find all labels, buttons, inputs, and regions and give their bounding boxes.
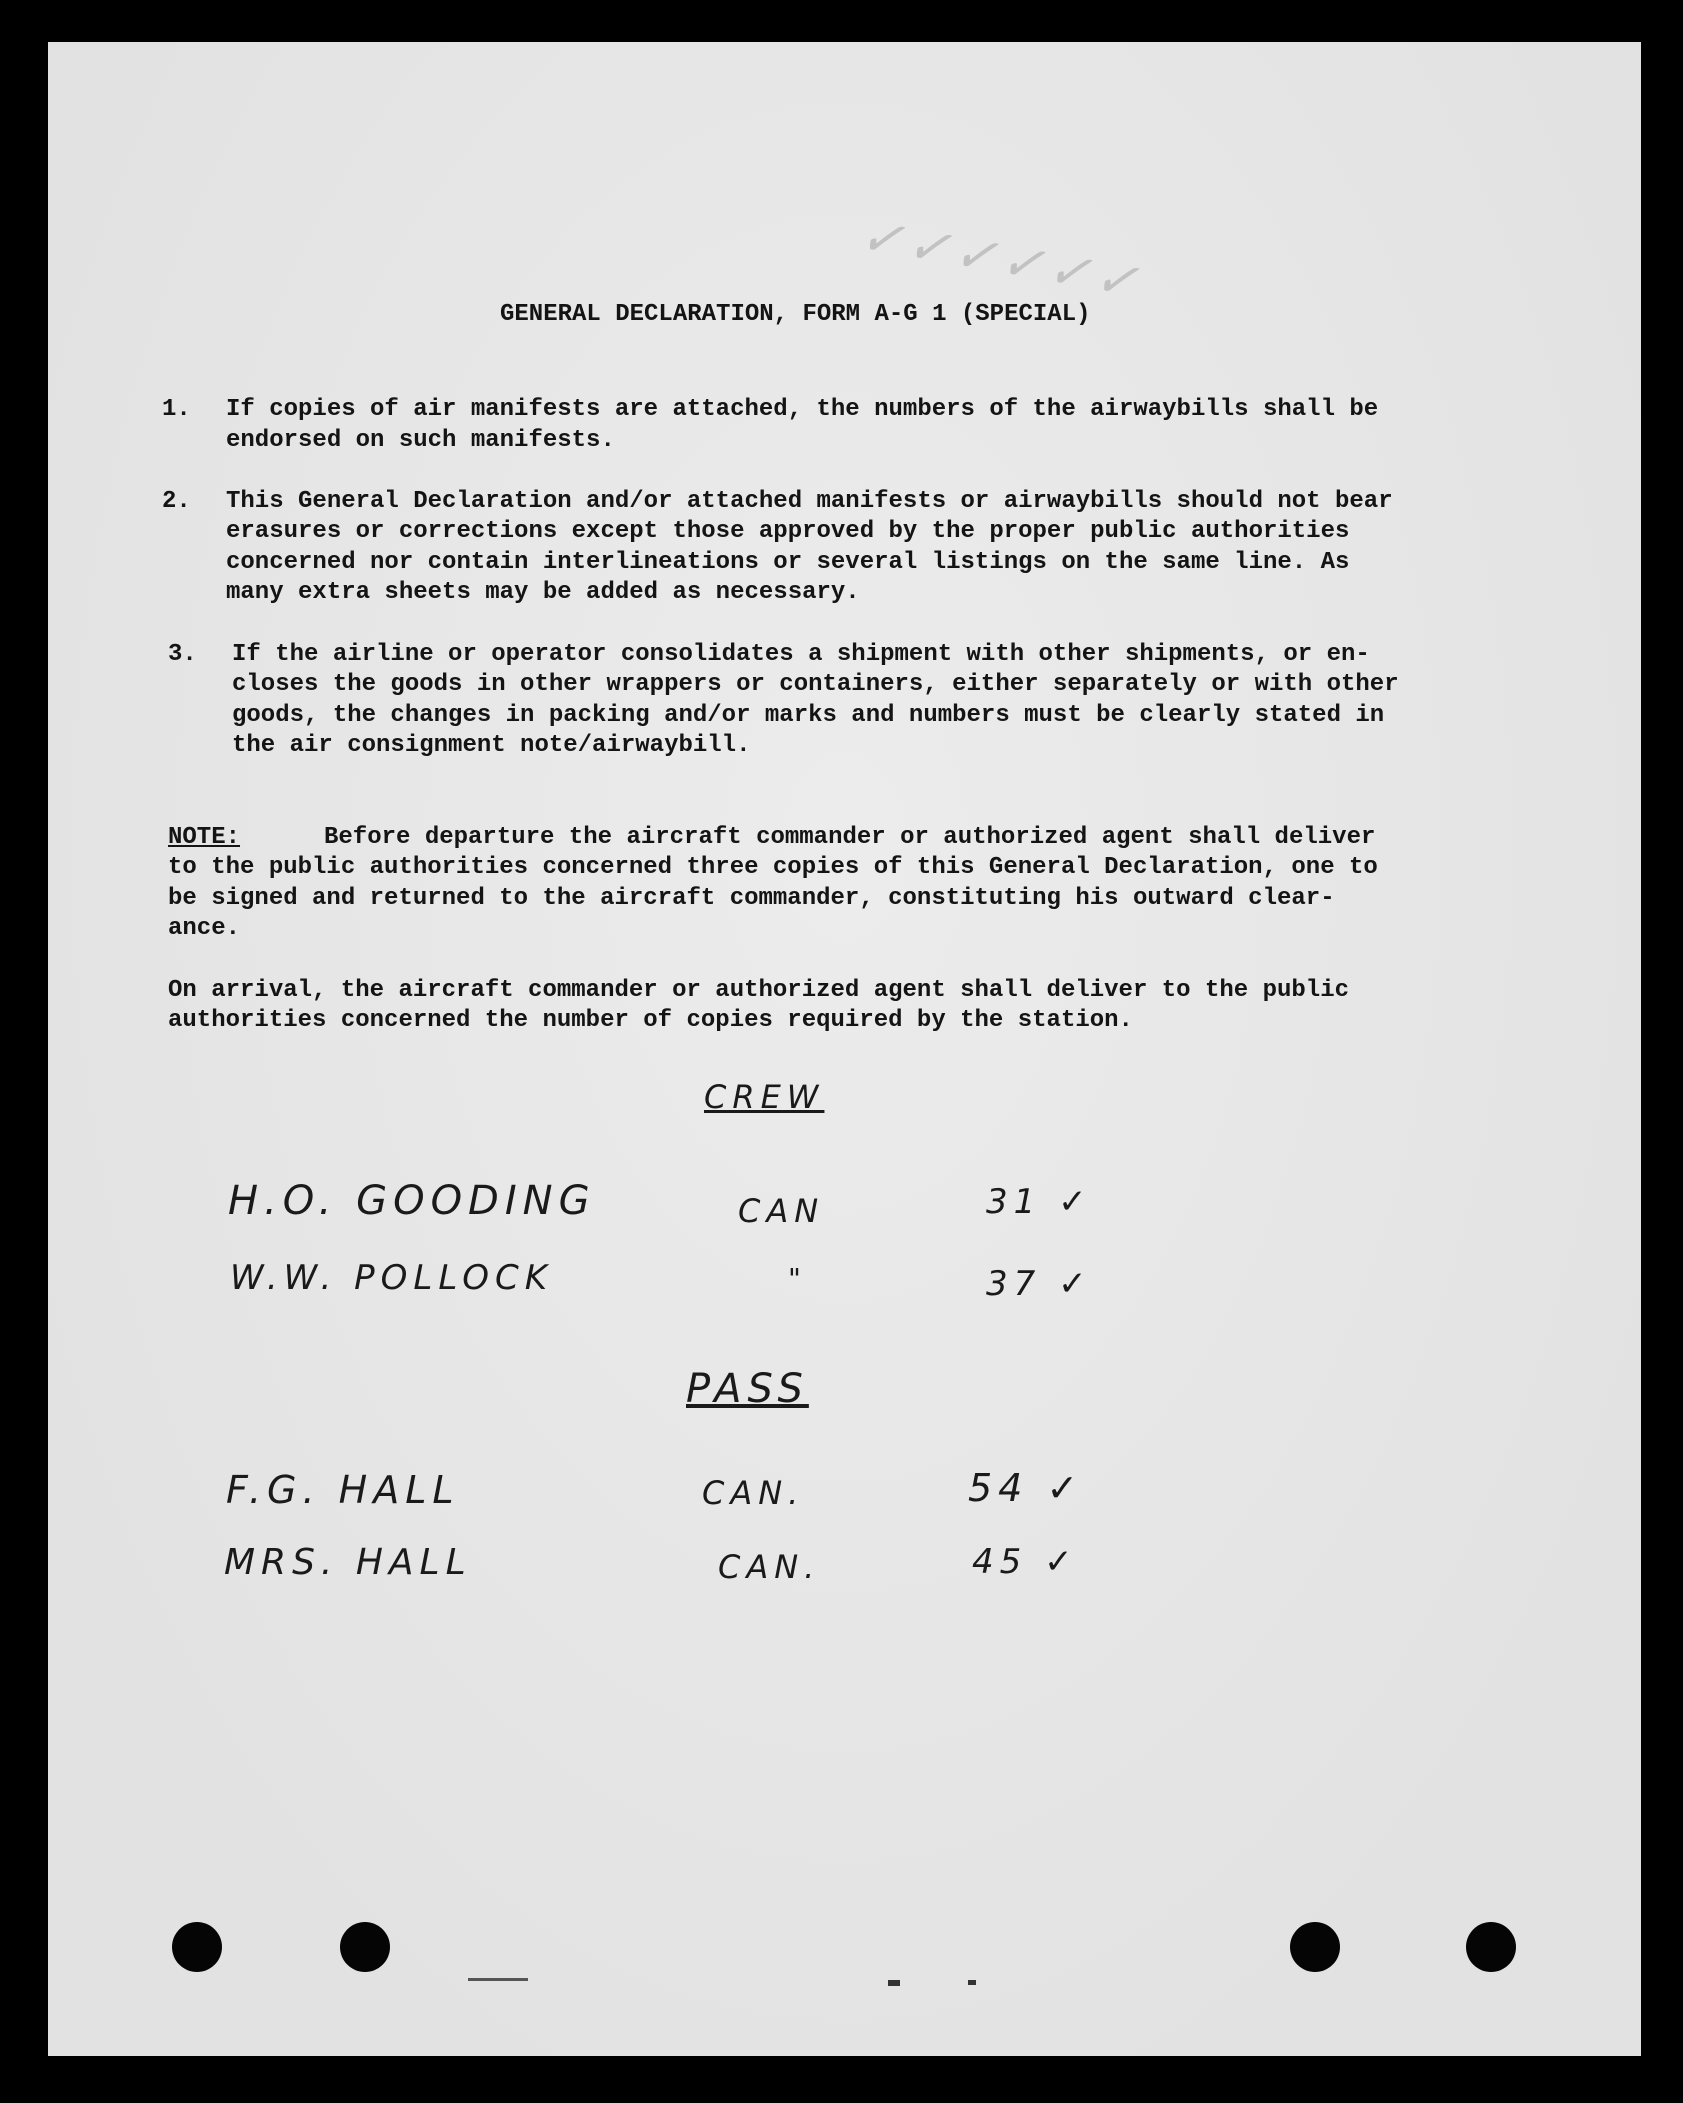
passenger-2-name: MRS. HALL — [224, 1542, 472, 1583]
item-3-number: 3. — [168, 641, 197, 668]
note-line-2: to the public authorities concerned three copies of this General Declaration, one to — [168, 854, 1378, 881]
pass-heading: PASS — [686, 1366, 809, 1412]
item-2-line-2: erasures or corrections except those approved by the proper public authorities — [226, 518, 1350, 545]
passenger-2-age: 45 ✓ — [972, 1542, 1079, 1582]
dot-mark — [968, 1980, 976, 1985]
crew-1-name: H.O. GOODING — [228, 1178, 596, 1224]
arrival-line-1: On arrival, the aircraft commander or authorized agent shall deliver to the public — [168, 977, 1349, 1004]
item-1-line-2: endorsed on such manifests. — [226, 427, 615, 454]
item-3-line-4: the air consignment note/airwaybill. — [232, 732, 751, 759]
passenger-1-name: F.G. HALL — [226, 1468, 460, 1512]
crew-2-name: W.W. POLLOCK — [230, 1258, 554, 1298]
item-2-number: 2. — [162, 488, 191, 515]
crew-1-age: 31 ✓ — [986, 1182, 1093, 1222]
note-line-4: ance. — [168, 915, 241, 942]
crew-2-age: 37 ✓ — [986, 1264, 1093, 1304]
crew-heading: CREW — [704, 1078, 825, 1116]
arrival-line-2: authorities concerned the number of copies required by the station. — [168, 1007, 1133, 1034]
faint-signature-mark: ✓✓✓✓✓✓ — [854, 205, 1147, 315]
passenger-1-age: 54 ✓ — [968, 1466, 1085, 1510]
form-title: GENERAL DECLARATION, FORM A-G 1 (SPECIAL) — [500, 301, 1091, 328]
item-1-number: 1. — [162, 396, 191, 423]
crew-2-nationality: " — [788, 1262, 807, 1295]
item-3-line-1: If the airline or operator consolidates a shipment with other shipments, or en- — [232, 641, 1370, 668]
crew-1-nationality: CAN — [738, 1192, 825, 1230]
punch-hole-3 — [1290, 1922, 1340, 1972]
item-3-line-3: goods, the changes in packing and/or marks and numbers must be clearly stated in — [232, 702, 1385, 729]
note-label: NOTE: — [168, 824, 241, 851]
note-line-3: be signed and returned to the aircraft commander, constituting his outward clear- — [168, 885, 1335, 912]
punch-hole-4 — [1466, 1922, 1516, 1972]
note-line-1: Before departure the aircraft commander or authorized agent shall deliver — [324, 824, 1376, 851]
dot-mark — [888, 1980, 900, 1986]
item-2-line-4: many extra sheets may be added as necessary. — [226, 579, 860, 606]
punch-hole-2 — [340, 1922, 390, 1972]
scratch-mark — [468, 1978, 528, 1981]
item-3-line-2: closes the goods in other wrappers or containers, either separately or with other — [232, 671, 1399, 698]
punch-hole-1 — [172, 1922, 222, 1972]
passenger-2-nationality: CAN. — [718, 1548, 821, 1586]
item-2-line-1: This General Declaration and/or attached manifests or airwaybills should not bear — [226, 488, 1393, 515]
document-page — [48, 42, 1641, 2056]
item-2-line-3: concerned nor contain interlineations or several listings on the same line. As — [226, 549, 1350, 576]
item-1-line-1: If copies of air manifests are attached, the numbers of the airwaybills shall be — [226, 396, 1379, 423]
passenger-1-nationality: CAN. — [702, 1474, 805, 1512]
